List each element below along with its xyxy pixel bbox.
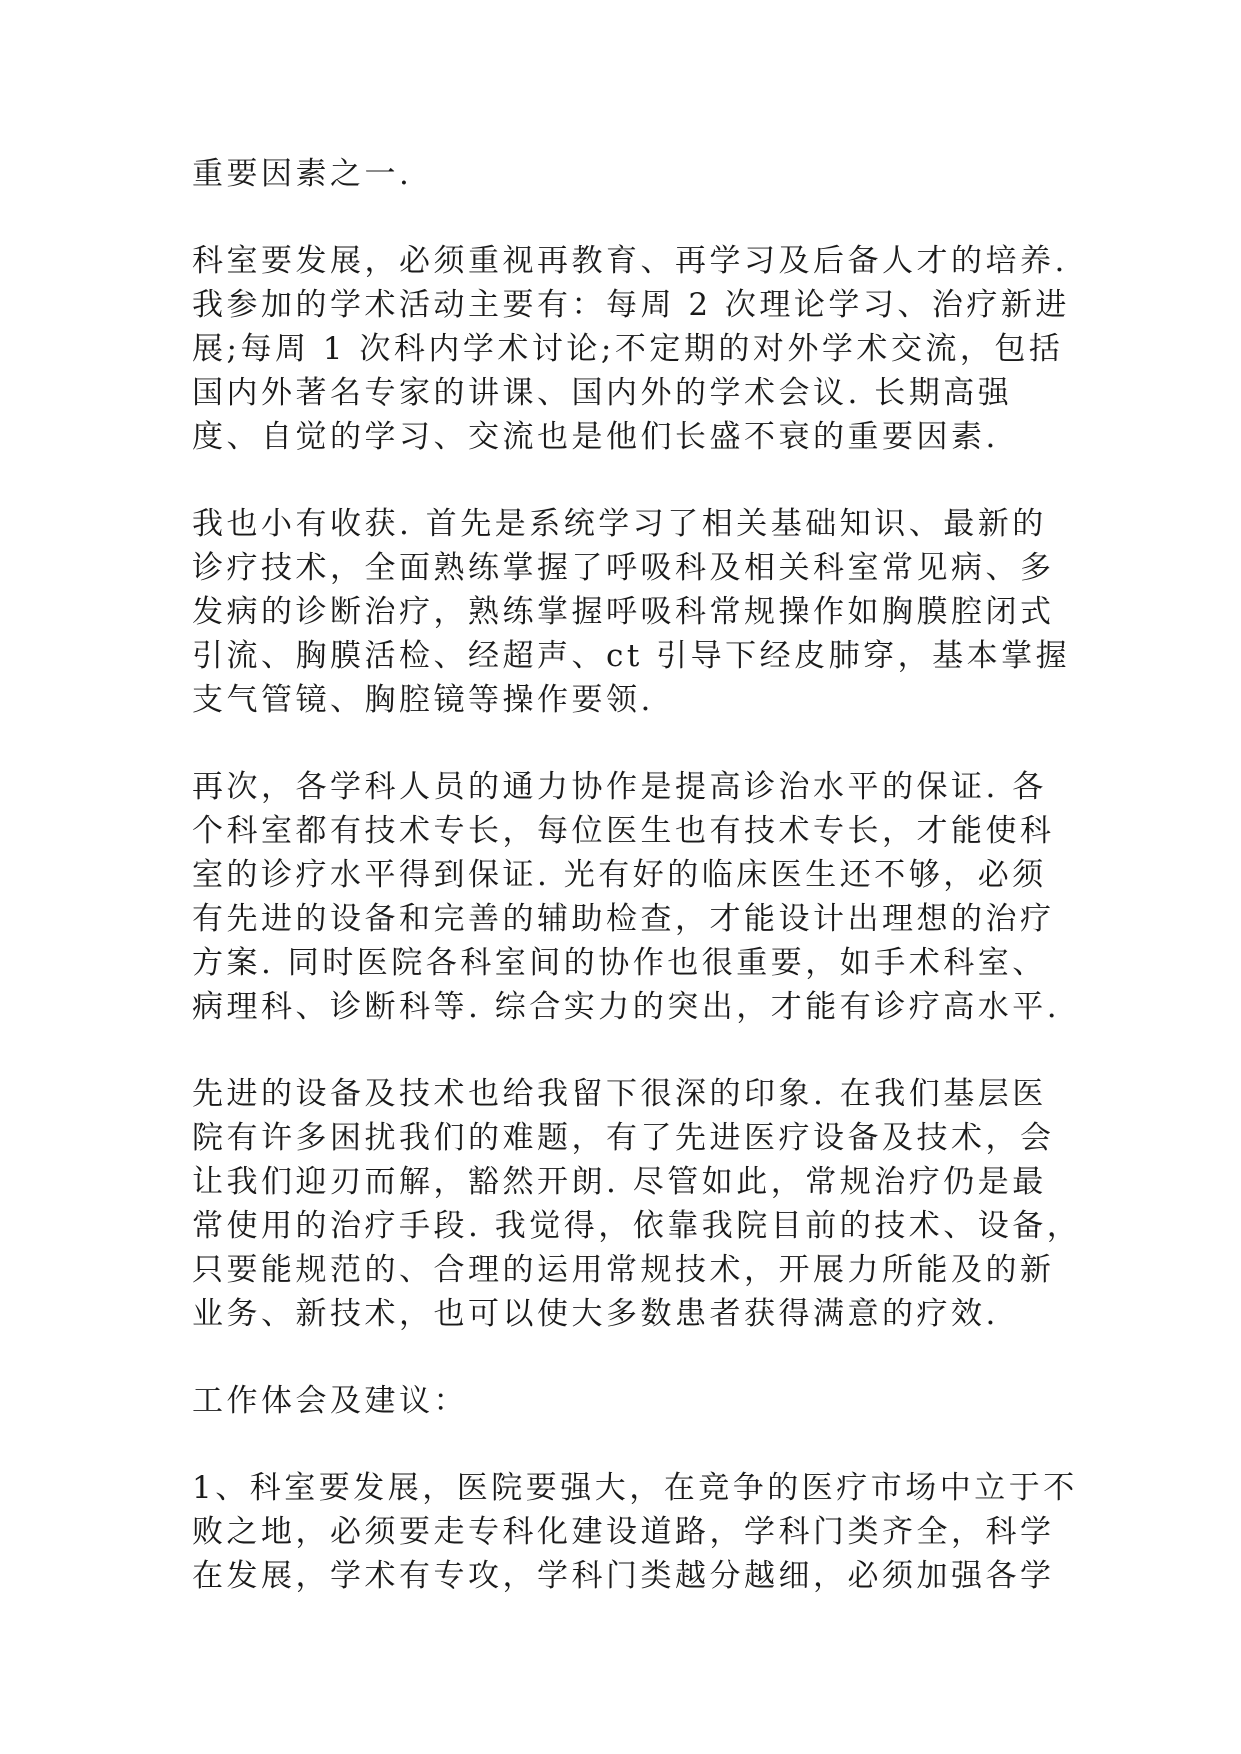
text-line: 个科室都有技术专长，每位医生也有技术专长，才能使科 (192, 813, 1055, 849)
document-page (192, 152, 1082, 1641)
text-line: 先进的设备及技术也给我留下很深的印象. 在我们基层医 (192, 1076, 1047, 1112)
text-line: 败之地，必须要走专科化建设道路，学科门类齐全，科学 (192, 1514, 1055, 1550)
text-line: 诊疗技术，全面熟练掌握了呼吸科及相关科室常见病、多 (192, 550, 1055, 586)
text-line: 科室要发展，必须重视再教育、再学习及后备人才的培养. (192, 243, 1068, 279)
text-line: 再次，各学科人员的通力协作是提高诊治水平的保证. 各 (192, 769, 1047, 805)
text-line: 让我们迎刃而解，豁然开朗. 尽管如此，常规治疗仍是最 (192, 1164, 1047, 1200)
paragraph-7 (192, 1466, 1078, 1598)
text-line: 我参加的学术活动主要有：每周 2 次理论学习、治疗新进 (192, 287, 1070, 323)
text-line: 常使用的治疗手段. 我觉得，依靠我院目前的技术、设备， (192, 1208, 1082, 1244)
text-line: 院有许多困扰我们的难题，有了先进医疗设备及技术，会 (192, 1120, 1055, 1156)
text-line: 发病的诊断治疗，熟练掌握呼吸科常规操作如胸膜腔闭式 (192, 594, 1055, 630)
text-line: 支气管镜、胸腔镜等操作要领. (192, 682, 654, 718)
text-line: 引流、胸膜活检、经超声、ct 引导下经皮肺穿，基本掌握 (192, 638, 1071, 674)
text-line: 病理科、诊断科等. 综合实力的突出，才能有诊疗高水平. (192, 989, 1061, 1025)
text-line: 方案. 同时医院各科室间的协作也很重要，如手术科室、 (192, 945, 1047, 981)
paragraph-4 (192, 765, 1061, 1029)
text-line: 我也小有收获. 首先是系统学习了相关基础知识、最新的 (192, 506, 1047, 542)
section-heading: 工作体会及建议： (192, 1383, 468, 1419)
text-line: 度、自觉的学习、交流也是他们长盛不衰的重要因素. (192, 419, 999, 455)
text-line: 只要能规范的、合理的运用常规技术，开展力所能及的新 (192, 1252, 1055, 1288)
text-line: 业务、新技术，也可以使大多数患者获得满意的疗效. (192, 1296, 999, 1332)
paragraph-3 (192, 502, 1071, 722)
paragraph-5 (192, 1072, 1082, 1336)
text-line: 重要因素之一. (192, 156, 413, 192)
paragraph-2 (192, 239, 1070, 459)
text-line: 国内外著名专家的讲课、国内外的学术会议. 长期高强 (192, 375, 1013, 411)
text-line: 1、科室要发展，医院要强大，在竞争的医疗市场中立于不 (192, 1470, 1078, 1506)
paragraph-6-heading (192, 1379, 1042, 1423)
paragraph-1 (192, 152, 1042, 196)
text-line: 有先进的设备和完善的辅助检查，才能设计出理想的治疗 (192, 901, 1055, 937)
text-line: 展;每周 1 次科内学术讨论;不定期的对外学术交流，包括 (192, 331, 1064, 367)
text-line: 室的诊疗水平得到保证. 光有好的临床医生还不够，必须 (192, 857, 1047, 893)
text-line: 在发展，学术有专攻，学科门类越分越细，必须加强各学 (192, 1558, 1055, 1594)
